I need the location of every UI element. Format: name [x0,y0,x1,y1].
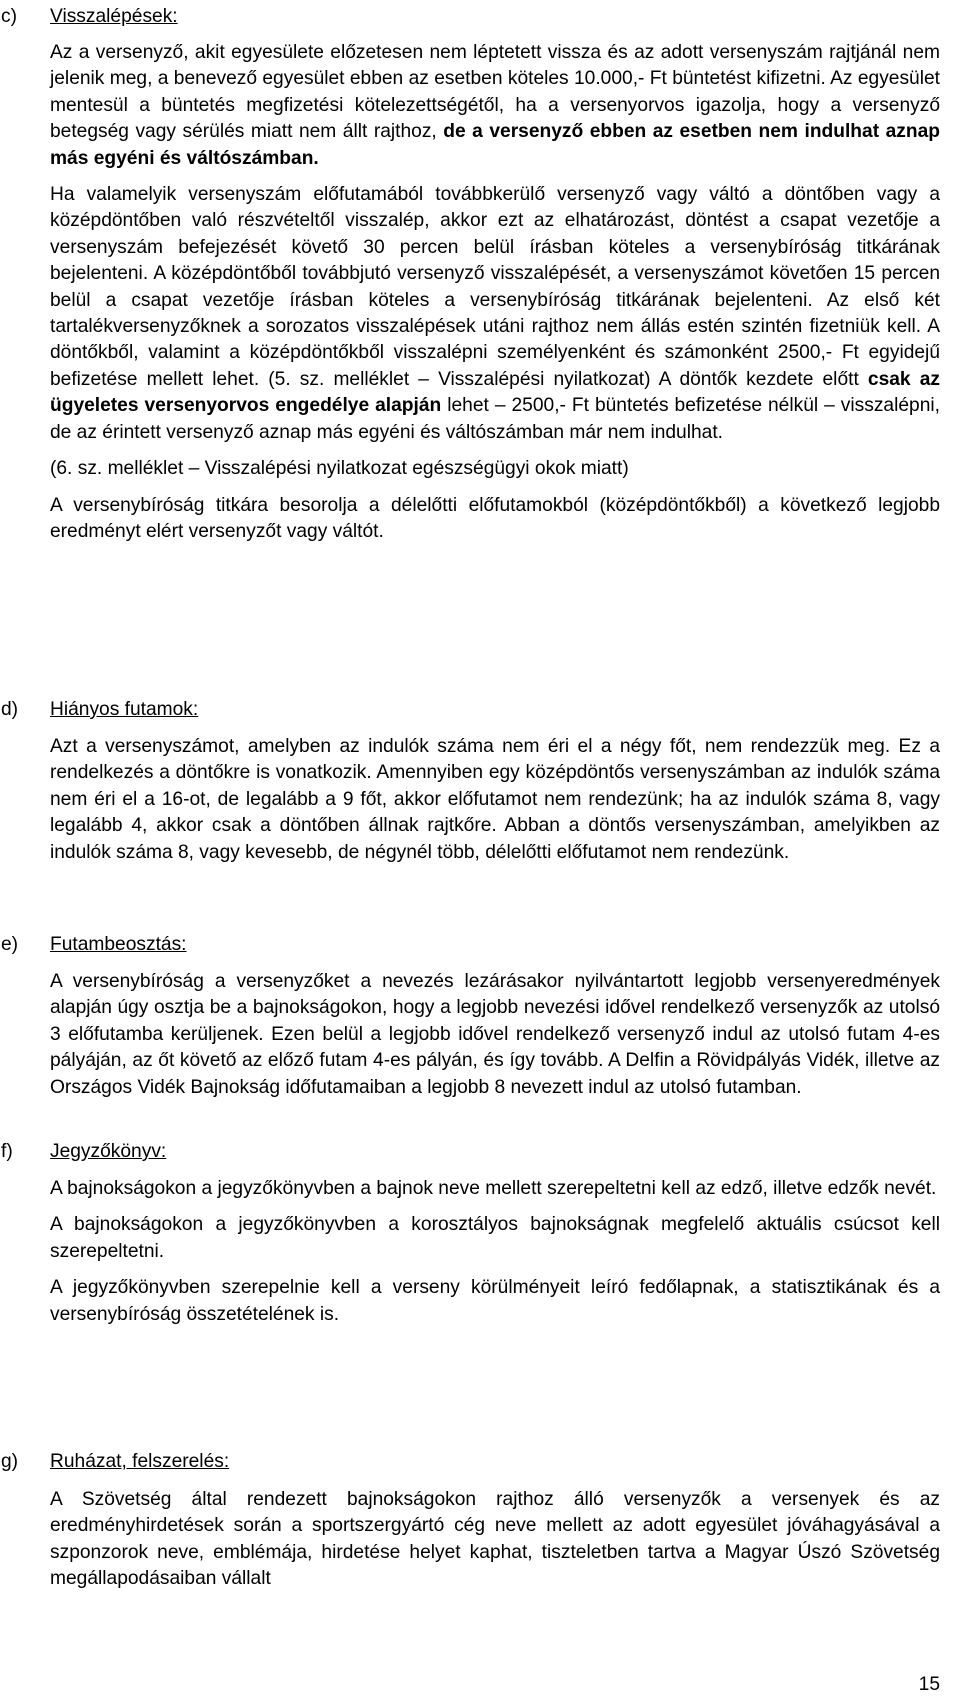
section-heading: Ruházat, felszerelés: [50,1451,230,1472]
paragraph: A versenybíróság titkára besorolja a délelőtti előfutamokból (középdöntőkből) a következő legjobb eredményt elért versenyzőt vagy váltót. [50,494,940,542]
section-marker: c) [1,6,17,27]
bold-text: csak az ügyeletes versenyorvos engedélye alapján [50,368,940,417]
section-marker: d) [1,699,19,720]
section-body [50,40,940,555]
section-marker: f) [1,1141,13,1162]
section-heading: Visszalépések: [50,6,178,27]
section-heading: Futambeosztás: [50,934,187,955]
section-marker: e) [1,934,19,955]
page-number: 15 [918,1674,940,1695]
paragraph: (6. sz. melléklet – Visszalépési nyilatkozat egészségügyi okok miatt) [50,458,629,480]
section-body [50,1487,940,1603]
section-marker: g) [1,1451,19,1472]
paragraph: A bajnokságokon a jegyzőkönyvben a korosztályos bajnokságnak megfelelő aktuális csúcsot kell szerepeltetni. [50,1214,940,1262]
bold-text: de a versenyző ebben az esetben nem indulhat aznap más egyéni és váltószámban. [50,121,940,169]
paragraph: A jegyzőkönyvben szerepelnie kell a verseny körülményeit leíró fedőlapnak, a statisztikának és a versenybíróság összetételének is. [50,1277,940,1325]
paragraph-text: Ha valamelyik versenyszám előfutamából továbbkerülő versenyző vagy váltó a döntőben vagy a középdöntőben való részvételtől visszalép, akkor ezt az elhatározást, döntést a csapat vezetője a versenyszám befejezését követő 30 percen belül írásban köteles a versenybíróság titkárának bejelenteni. A középdöntőből továbbjutó versenyző visszalépését, a versenyszámot követően 15 percen belül a csapat vezetője írásban köteles a versenybíróság titkárának bejelenteni. Az első két tartalékversenyzőknek a sorozatos visszalépések utáni rajthoz nem állás estén szintén fizetniük kell. A döntőkből, valamint a középdöntőkből visszalépni személyenként és számonként 2500,- Ft egyidejű befizetése mellett lehet. (5. sz. melléklet – Visszalépési nyilatkozat) A döntők kezdete előtt [50,184,940,390]
paragraph: A versenybíróság a versenyzőket a nevezés lezárásakor nyilvántartott legjobb versenyeredmények alapján úgy osztja be a bajnokságokon, hogy a legjobb nevezési idővel rendelkező versenyzők az utolsó 3 előfutamba kerüljenek. Ezen belül a legjobb idővel rendelkező versenyző indul az utolsó futam 4-es pályáján, az őt követő az előző futam 4-es pályán, és így tovább. A Delfin a Rövidpályás Vidék, illetve az Országos Vidék Bajnokság időfutamaiban a legjobb 8 nevezett indul az utolsó futamban. [50,971,940,1098]
paragraph-text: Az a versenyző, akit egyesülete előzetesen nem léptetett vissza és az adott versenyszám rajtjánál nem jelenik meg, a benevező egyesület ebben az esetben köteles 10.000,- Ft büntetést kifizetni. Az egyesület mentesül a büntetés megfizetési kötelezettségétől, ha a versenyorvos igazolja, hogy a versenyző betegség vagy sérülés miatt nem állt rajthoz, [50,42,940,143]
paragraph: Azt a versenyszámot, amelyben az indulók száma nem éri el a négy főt, nem rendezzük meg. Ez a rendelkezés a döntőkre is vonatkozik. Amennyiben egy középdöntős versenyszámban az indulók száma nem éri el a 16-ot, de legalább a 9 főt, akkor előfutamot nem rendezünk; ha az indulók száma 8, vagy legalább 4, akkor csak a döntőben állnak rajtkőre. Abban a döntős versenyszámban, amelyikben az indulók száma 8, vagy kevesebb, de négynél több, délelőtti előfutamot nem rendezünk. [50,736,940,863]
section-heading: Jegyzőkönyv: [50,1141,167,1162]
section-body [50,734,940,876]
paragraph [50,40,940,172]
section-body [50,969,940,1111]
paragraph: A bajnokságokon a jegyzőkönyvben a bajnok neve mellett szerepeltetni kell az edző, illetve edzők nevét. [50,1178,937,1199]
section-heading: Hiányos futamok: [50,699,199,720]
paragraph [50,182,940,446]
paragraph-text: lehet – 2500,- Ft büntetés befizetése nélkül – visszalépni, de az érintett versenyző aznap más egyéni és váltószámban már nem indulhat. [50,395,940,443]
paragraph: A Szövetség által rendezett bajnokságokon rajthoz álló versenyzők a versenyek és az eredményhirdetések során a sportszergyártó cég neve mellett az adott egyesület jóváhagyásával a szponzorok neve, emblémája, hirdetése helyet kaphat, tiszteletben tartva a Magyar Úszó Szövetség megállapodásaiban vállalt [50,1489,940,1590]
section-body [50,1176,940,1338]
